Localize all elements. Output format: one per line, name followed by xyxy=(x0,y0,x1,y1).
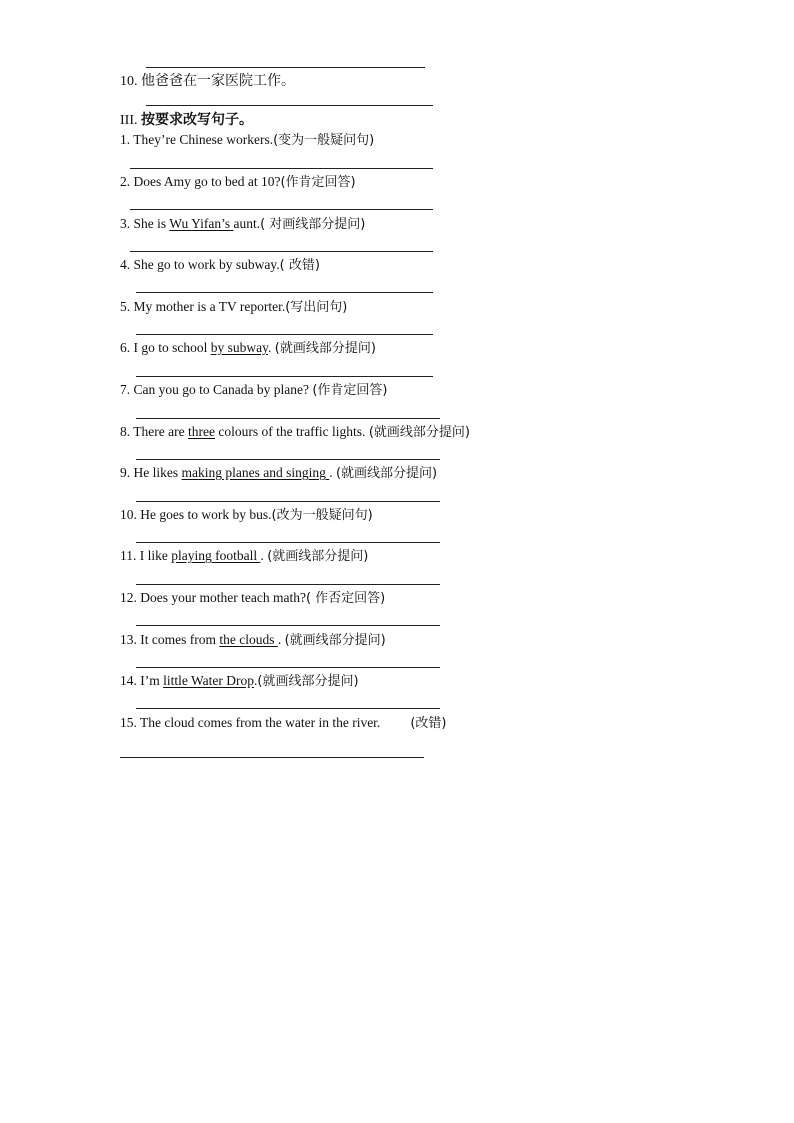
hint: ( 改错) xyxy=(279,258,320,273)
answer-line[interactable] xyxy=(136,625,440,626)
answer-line[interactable] xyxy=(136,708,440,709)
list-item: 3. She is Wu Yifan’s aunt.( 对画线部分提问) xyxy=(120,216,366,232)
hint: (就画线部分提问) xyxy=(284,633,386,648)
answer-line[interactable] xyxy=(130,209,433,210)
item-number: 10. xyxy=(120,74,138,89)
answer-line[interactable] xyxy=(136,459,440,460)
list-item: 7. Can you go to Canada by plane? (作肯定回答) xyxy=(120,382,388,398)
prev-item xyxy=(120,70,295,90)
answer-line[interactable] xyxy=(136,584,440,585)
underlined-part: little Water Drop xyxy=(163,673,255,688)
underlined-part: by subway xyxy=(210,340,268,355)
answer-line[interactable] xyxy=(130,251,433,252)
list-item: 10. He goes to work by bus.(改为一般疑问句) xyxy=(120,507,373,523)
answer-line[interactable] xyxy=(146,105,433,106)
answer-line[interactable] xyxy=(136,667,440,668)
hint: ( 对画线部分提问) xyxy=(260,217,366,232)
list-item: 2. Does Amy go to bed at 10?(作肯定回答) xyxy=(120,174,356,190)
item-text: 他爸爸在一家医院工作。 xyxy=(141,73,295,89)
answer-line[interactable] xyxy=(120,757,424,758)
section-number: III. xyxy=(120,113,138,128)
hint: (作肯定回答) xyxy=(280,175,356,190)
section-title: 按要求改写句子。 xyxy=(141,112,253,128)
underlined-part: playing football xyxy=(171,548,261,563)
hint: (就画线部分提问) xyxy=(267,549,369,564)
list-item: 5. My mother is a TV reporter.(写出问句) xyxy=(120,299,348,315)
hint: (变为一般疑问句) xyxy=(273,133,375,148)
list-item: 14. I’m little Water Drop.(就画线部分提问) xyxy=(120,673,359,689)
list-item: 12. Does your mother teach math?( 作否定回答) xyxy=(120,590,386,606)
answer-line[interactable] xyxy=(136,542,440,543)
answer-line[interactable] xyxy=(136,334,433,335)
section-header xyxy=(120,109,253,129)
hint: (就画线部分提问) xyxy=(274,341,376,356)
hint: ( 作否定回答) xyxy=(305,591,386,606)
underlined-part: three xyxy=(187,424,215,439)
underlined-part: the clouds xyxy=(219,632,278,647)
hint: (就画线部分提问) xyxy=(368,425,470,440)
answer-line[interactable] xyxy=(130,168,433,169)
answer-line[interactable] xyxy=(136,292,433,293)
hint: (就画线部分提问) xyxy=(335,466,438,481)
hint: (改为一般疑问句) xyxy=(271,508,373,523)
answer-line[interactable] xyxy=(136,418,440,419)
underlined-part: making planes and singing xyxy=(181,465,330,480)
hint: (作肯定回答) xyxy=(312,383,388,398)
underlined-part: Wu Yifan’s xyxy=(169,216,234,231)
answer-line[interactable] xyxy=(136,501,440,502)
hint: (就画线部分提问) xyxy=(257,674,359,689)
answer-line[interactable] xyxy=(136,376,433,377)
list-item: 13. It comes from the clouds . (就画线部分提问) xyxy=(120,632,386,648)
list-item: 9. He likes making planes and singing . (就画线部分提问) xyxy=(120,465,438,481)
list-item: 6. I go to school by subway. (就画线部分提问) xyxy=(120,340,376,356)
list-item: 1. They’re Chinese workers.(变为一般疑问句) xyxy=(120,132,375,148)
hint: (写出问句) xyxy=(285,300,348,315)
list-item: 11. I like playing football . (就画线部分提问) xyxy=(120,548,369,564)
hint: (改错) xyxy=(410,716,447,731)
list-item: 8. There are three colours of the traffic lights. (就画线部分提问) xyxy=(120,424,470,440)
list-item: 4. She go to work by subway.( 改错) xyxy=(120,257,320,273)
list-item: 15. The cloud comes from the water in the river. (改错) xyxy=(120,715,447,731)
answer-line[interactable] xyxy=(146,67,425,68)
